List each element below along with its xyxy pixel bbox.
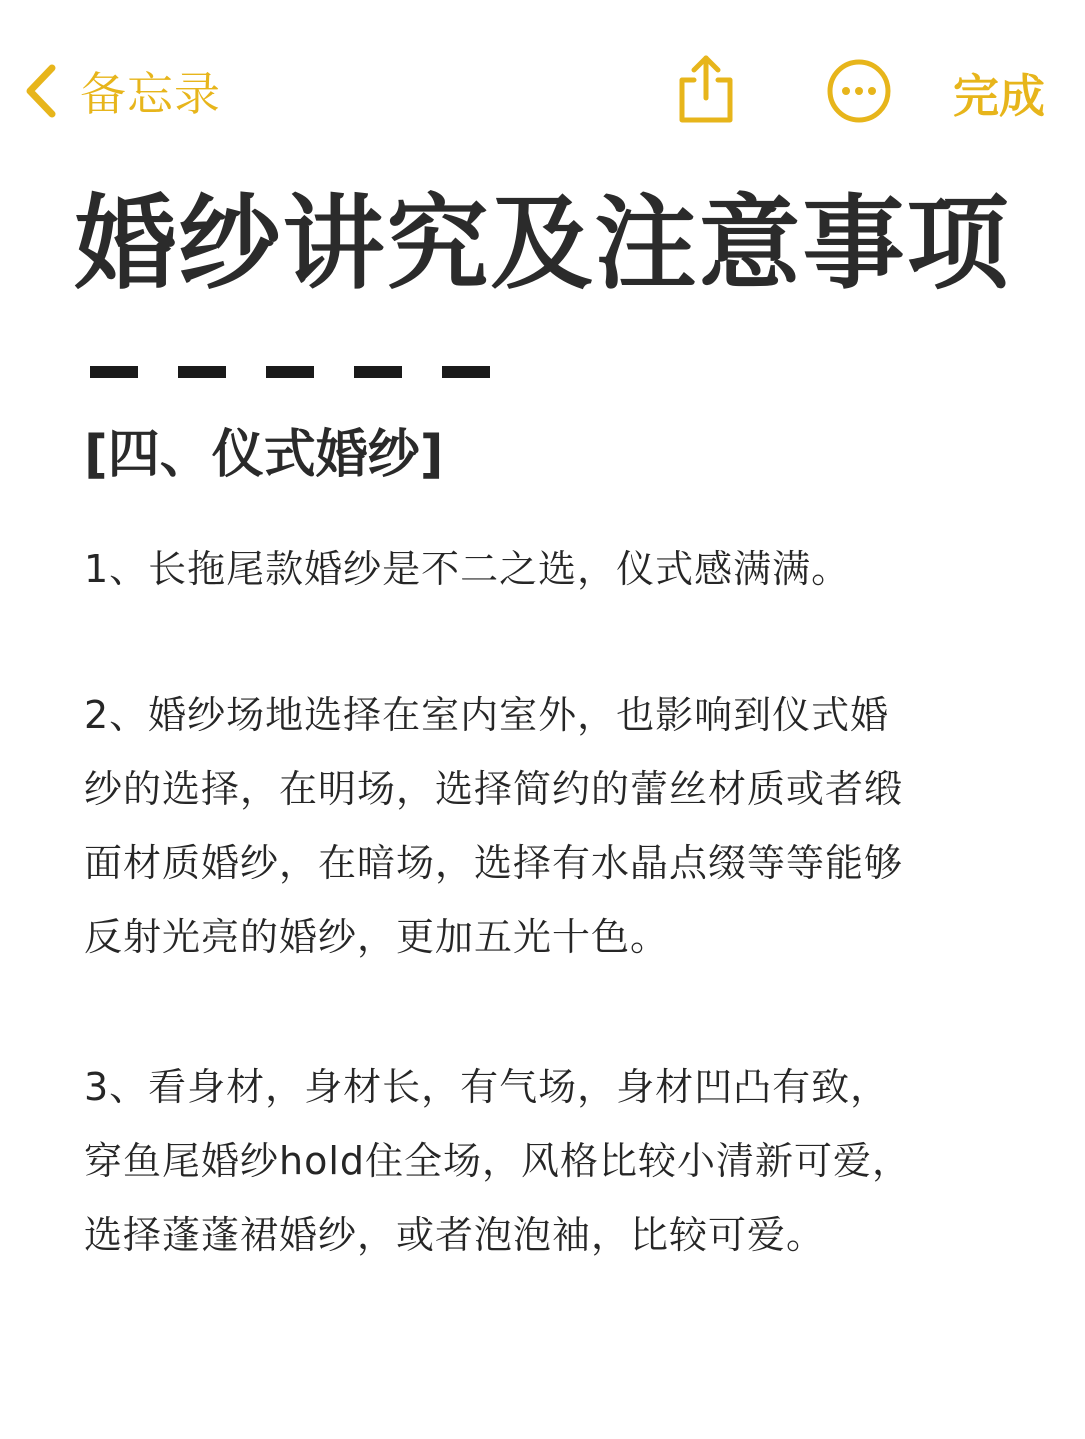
back-label: 备忘录 <box>80 67 221 121</box>
dash-segment <box>90 366 138 378</box>
more-icon[interactable] <box>826 58 892 124</box>
done-button[interactable]: 完成 <box>953 69 1045 123</box>
navigation-bar <box>0 0 1085 180</box>
share-icon[interactable] <box>672 50 740 126</box>
dash-segment <box>178 366 226 378</box>
note-paragraph-3: 3、看身材，身材长，有气场，身材凹凸有致， 穿鱼尾婚纱hold住全场，风格比较小清新可爱， 选择蓬蓬裙婚纱，或者泡泡袖，比较可爱。 <box>84 1065 912 1257</box>
chevron-left-icon <box>22 62 62 120</box>
dash-segment <box>354 366 402 378</box>
dash-segment <box>442 366 490 378</box>
dash-segment <box>266 366 314 378</box>
section-heading: [四、仪式婚纱] <box>84 425 444 485</box>
back-button[interactable] <box>22 58 221 124</box>
note-paragraph-2: 2、婚纱场地选择在室内室外，也影响到仪式婚 纱的选择，在明场，选择简约的蕾丝材质或者缎 面材质婚纱，在暗场，选择有水晶点缀等等能够 反射光亮的婚纱，更加五光十色。 <box>84 693 904 959</box>
note-paragraph-1: 1、长拖尾款婚纱是不二之选，仪式感满满。 <box>84 547 851 591</box>
note-title: 婚纱讲究及注意事项 <box>74 185 1011 304</box>
dash-divider <box>90 366 490 378</box>
